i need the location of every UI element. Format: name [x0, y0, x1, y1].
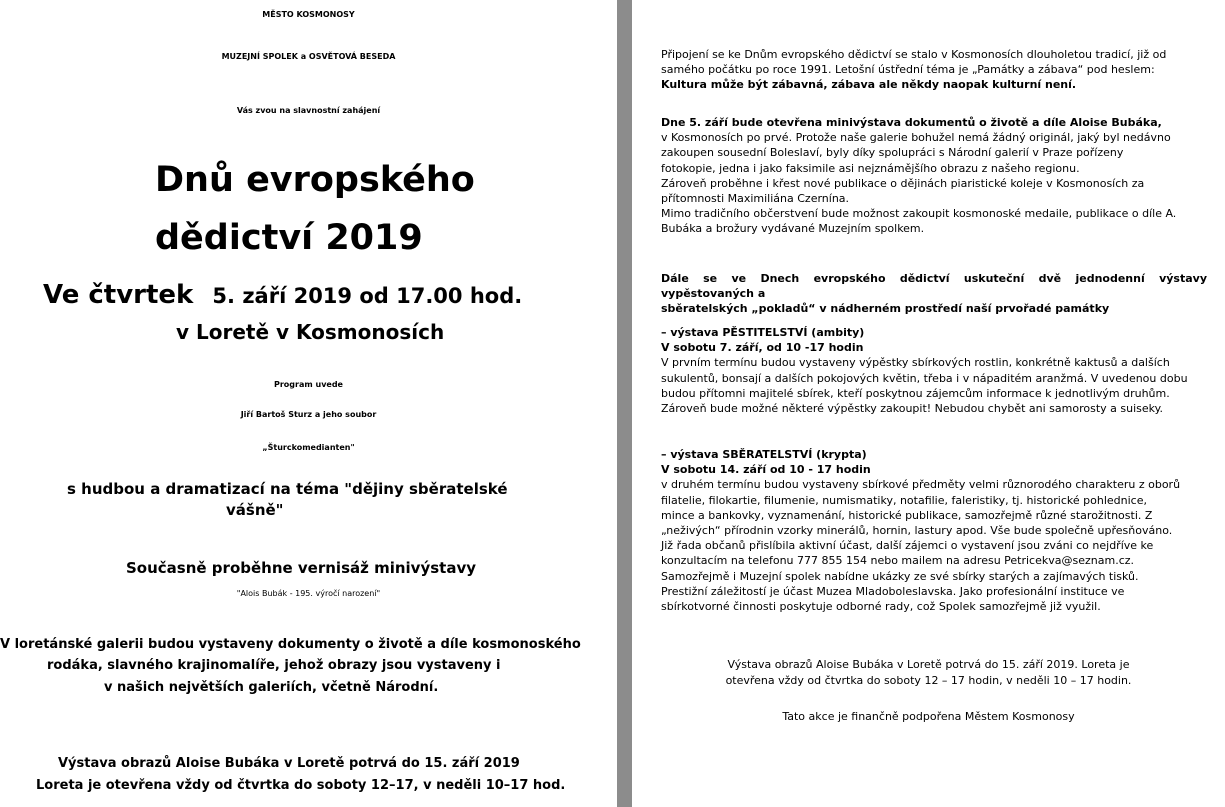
footer-line-1: Výstava obrazů Aloise Bubáka v Loretě potrvá do 15. září 2019 — [58, 756, 520, 771]
paragraph-line: fotokopie, jedna i jako faksimile asi nejznámějšího obrazu z našeho regionu. — [661, 161, 1080, 175]
right-press-page — [632, 0, 1225, 807]
exhibit-title: "Alois Bubák - 195. výročí narození" — [236, 589, 381, 598]
paragraph-line: sukulentů, bonsají a dalších pokojových květin, třeba i v nápaditém aranžmá. V uvedenou dobu — [661, 371, 1188, 385]
closing-line-2: otevřena vždy od čtvrtka do soboty 12 – 17 hodin, v neděli 10 – 17 hodin. — [725, 674, 1132, 687]
vernissage-line: Současně proběhne vernisáž minivýstavy — [126, 559, 477, 577]
title-line-1: Dnů evropského — [155, 160, 475, 200]
paragraph-line: v druhém termínu budou vystaveny sbírkové předměty velmi různorodého charakteru z oborů — [661, 478, 1181, 492]
theme-line-2: vášně" — [226, 501, 284, 519]
paragraph-line: Zároveň bude možné některé výpěstky zakoupit! Nebudou chybět ani samorosty a suiseky. — [661, 402, 1164, 416]
date-day: Ve čtvrtek — [43, 280, 194, 310]
page-divider — [617, 0, 632, 807]
org-associations: MUZEJNÍ SPOLEK a OSVĚTOVÁ BESEDA — [221, 52, 396, 61]
paragraph-line: „neživých“ přírodnin vzorky minerálů, hornin, lastury apod. Vše bude společně upřesňováno. — [661, 524, 1173, 538]
exhibition-collecting — [661, 447, 1207, 614]
paragraph-line: Zároveň proběhne i křest nové publikace o dějinách piaristické koleje v Kosmonosích za — [661, 176, 1145, 190]
paragraph-line: Samozřejmě i Muzejní spolek nabídne ukázky ze své sbírky starých a zajímavých tisků. — [661, 569, 1139, 583]
description-line-2: rodáka, slavného krajinomalíře, jehož obrazy jsou vystaveny i — [47, 658, 501, 673]
footer-line-2: Loreta je otevřena vždy od čtvrtka do soboty 12–17, v neděli 10–17 hod. — [36, 778, 566, 793]
date-line — [43, 280, 522, 310]
invite-line: Vás zvou na slavnostní zahájení — [236, 106, 381, 115]
intro-line: Kultura může být zábavná, zábava ale někdy naopak kulturní není. — [661, 78, 1077, 92]
paragraph-line: Mimo tradičního občerstvení bude možnost zakoupit kosmonoské medaile, publikace o díle A. — [661, 207, 1177, 221]
exhibition-date: V sobotu 14. září od 10 - 17 hodin — [661, 463, 871, 477]
intro-paragraph — [661, 47, 1207, 93]
paragraph-line: přítomnosti Maximiliána Czernína. — [661, 192, 850, 206]
org-city: MĚSTO KOSMONOSY — [262, 10, 355, 19]
intro-line: samého počátku po roce 1991. Letošní ústřední téma je „Památky a zábava“ pod heslem: — [661, 63, 1155, 77]
sponsor-line: Tato akce je finančně podpořena Městem Kosmonosy — [782, 710, 1075, 723]
paragraph-line: v Kosmonosích po prvé. Protože naše galerie bohužel nemá žádný originál, jaký byl nedávno — [661, 131, 1171, 145]
paragraph-line: mince a bankovky, vyznamenání, historické publikace, samozřejmě různé starožitnosti. Z — [661, 508, 1153, 522]
intro-line: Připojení se ke Dnům evropského dědictví se stalo v Kosmonosích dlouholetou tradicí, již od — [661, 48, 1167, 61]
exhibition-title: – výstava SBĚRATELSTVÍ (krypta) — [661, 448, 867, 461]
paragraph-line: filatelie, filokartie, filumenie, numismatiky, notafilie, faleristiky, tj. historické pohlednice, — [661, 493, 1147, 507]
paragraph-line: Dne 5. září bude otevřena minivýstava dokumentů o životě a díle Aloise Bubáka, — [661, 116, 1162, 129]
paragraph-line: Již řada občanů přislíbila aktivní účast, další zájemci o vystavení jsou zváni co nejdříve ke — [661, 539, 1154, 553]
paragraph-line: sběratelských „pokladů“ v nádherném prostředí naší prvořadé památky — [661, 302, 1110, 316]
paragraph-line: Prestižní záležitostí je účast Muzea Mladoboleslavska. Jako profesionální instituce ve — [661, 584, 1125, 598]
paragraph-line: Bubáka a brožury vydávané Muzejním spolkem. — [661, 222, 925, 236]
exhibitions-intro — [661, 271, 1207, 317]
exhibition-date: V sobotu 7. září, od 10 -17 hodin — [661, 341, 864, 355]
performer: Jiří Bartoš Sturz a jeho soubor — [240, 410, 377, 419]
paragraph-line: V prvním termínu budou vystaveny výpěstky sbírkových rostlin, konkrétně kaktusů a dalších — [661, 356, 1170, 370]
description-line-1: V loretánské galerii budou vystaveny dokumenty o životě a díle kosmonoského — [0, 637, 581, 652]
bubak-paragraph — [661, 115, 1207, 237]
theme-line-1: s hudbou a dramatizací na téma "dějiny sběratelské — [67, 480, 508, 498]
event-place: v Loretě v Kosmonosích — [176, 320, 445, 344]
paragraph-line: budou přítomni majitelé sbírek, kteří poskytnou zájemcům informace k jednotlivým druhům. — [661, 386, 1170, 400]
exhibition-growing — [661, 325, 1207, 416]
paragraph-line: Dále se ve Dnech evropského dědictví uskuteční dvě jednodenní výstavy vypěstovaných a — [661, 272, 1207, 301]
exhibition-title: – výstava PĚSTITELSTVÍ (ambity) — [661, 326, 865, 339]
paragraph-line: konzultacím na telefonu 777 855 154 nebo mailem na adresu Petricekva@seznam.cz. — [661, 554, 1135, 568]
paragraph-line: zakoupen sousední Boleslaví, byly díky spolupráci s Národní galerií v Praze pořízeny — [661, 146, 1124, 160]
program-label: Program uvede — [274, 380, 343, 389]
ensemble-name: „Šturckomedianten" — [262, 443, 355, 452]
date-time: 5. září 2019 od 17.00 hod. — [212, 284, 523, 308]
closing-line-1: Výstava obrazů Aloise Bubáka v Loretě potrvá do 15. září 2019. Loreta je — [727, 658, 1130, 671]
description-line-3: v našich největších galeriích, včetně Národní. — [104, 680, 439, 695]
title-line-2: dědictví 2019 — [155, 218, 423, 258]
paragraph-line: sbírkotvorné činnosti poskytuje odborné rady, což Spolek samozřejmě již využil. — [661, 600, 1101, 614]
